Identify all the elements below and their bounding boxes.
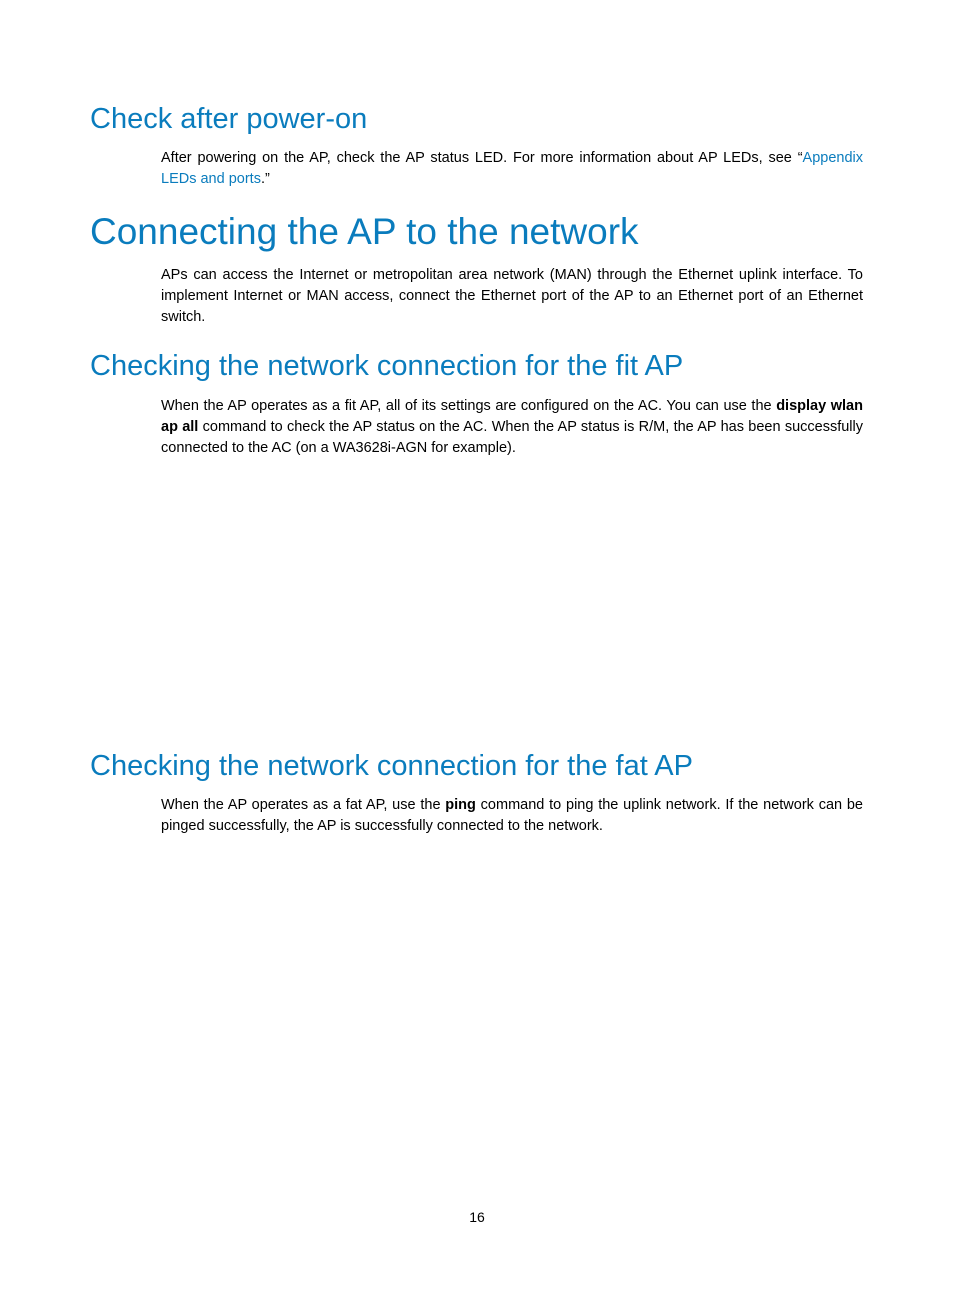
page-number: 16 (469, 1209, 485, 1225)
paragraph-text: After powering on the AP, check the AP status LED. For more information about AP LEDs, see “ (161, 150, 803, 166)
heading-connecting-ap-to-network: Connecting the AP to the network (90, 211, 639, 252)
paragraph-fit-ap (161, 396, 863, 459)
paragraph-check-after-power-on (161, 148, 863, 190)
paragraph-fat-ap (161, 795, 863, 837)
heading-fit-ap-connection: Checking the network connection for the fit AP (90, 350, 684, 382)
command-ping: ping (445, 797, 476, 813)
paragraph-text: .” (260, 171, 270, 187)
blank-figure-area (161, 470, 863, 740)
command-display-wlan-ap-all: display wlan ap all (161, 398, 863, 435)
appendix-leds-link[interactable]: Appendix LEDs and ports (161, 150, 863, 187)
paragraph-text: When the AP operates as a fat AP, use the (161, 797, 446, 813)
paragraph-text: command to check the AP status on the AC. When the AP status is R/M, the AP has been successfully connected to the AC (on a WA3628i-AGN for example). (161, 419, 863, 456)
paragraph-connecting-ap: APs can access the Internet or metropolitan area network (MAN) through the Ethernet uplink interface. To implement Internet or MAN access, connect the Ethernet port of the AP to an Ethernet port of an Ethernet switch. (161, 267, 863, 325)
paragraph-text: command to ping the uplink network. If the network can be pinged successfully, the AP is successfully connected to the network. (161, 797, 863, 834)
heading-fat-ap-connection: Checking the network connection for the fat AP (90, 750, 693, 782)
paragraph-text: When the AP operates as a fit AP, all of its settings are configured on the AC. You can use the (161, 398, 777, 414)
heading-check-after-power-on: Check after power-on (90, 103, 368, 135)
